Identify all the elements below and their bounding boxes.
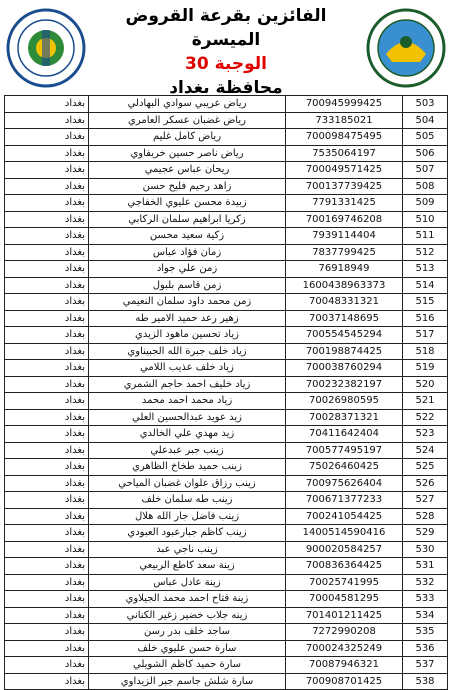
table-row (5, 657, 448, 674)
governorate-cell: بغداد (5, 607, 89, 624)
phone-cell: 700241054425 (286, 508, 403, 525)
seq-cell: 509 (403, 195, 448, 212)
seq-cell: 537 (403, 657, 448, 674)
seq-cell: 527 (403, 492, 448, 509)
governorate-cell: بغداد (5, 178, 89, 195)
name-cell: زمن محمد داود سلمان النعيمي (89, 294, 286, 311)
name-cell: زياد خلف عذيب اللامي (89, 360, 286, 377)
table-row (5, 145, 448, 162)
table-row (5, 492, 448, 509)
governorate-cell: بغداد (5, 475, 89, 492)
seq-cell: 503 (403, 96, 448, 113)
governorate-cell: بغداد (5, 591, 89, 608)
table-row (5, 442, 448, 459)
phone-cell: 700049571425 (286, 162, 403, 179)
governorate-cell: بغداد (5, 459, 89, 476)
table-row (5, 475, 448, 492)
governorate-cell: بغداد (5, 162, 89, 179)
phone-cell: 700024325249 (286, 640, 403, 657)
document-header (0, 0, 452, 98)
phone-cell: 733185021 (286, 112, 403, 129)
governorate-cell: بغداد (5, 426, 89, 443)
name-cell: زياد خلف جبرة الله الجبيناوي (89, 343, 286, 360)
name-cell: زيد عويد عبدالحسين العلي (89, 409, 286, 426)
phone-cell: 700908701425 (286, 673, 403, 690)
phone-cell: 700836364425 (286, 558, 403, 575)
table-row (5, 574, 448, 591)
seq-cell: 534 (403, 607, 448, 624)
phone-cell: 700577495197 (286, 442, 403, 459)
table-row (5, 525, 448, 542)
governorate-cell: بغداد (5, 393, 89, 410)
governorate-cell: بغداد (5, 624, 89, 641)
phone-cell: 70048331321 (286, 294, 403, 311)
table-row (5, 393, 448, 410)
table-row (5, 294, 448, 311)
governorate-cell: بغداد (5, 376, 89, 393)
phone-cell: 70411642404 (286, 426, 403, 443)
name-cell: زمان فؤاد عباس (89, 244, 286, 261)
seq-cell: 525 (403, 459, 448, 476)
name-cell: زينة سعد كاطع الربيعي (89, 558, 286, 575)
governorate-cell: بغداد (5, 360, 89, 377)
phone-cell: 700554545294 (286, 327, 403, 344)
table-row (5, 261, 448, 278)
name-cell: زينب رزاق علوان غضبان المياحي (89, 475, 286, 492)
table-row (5, 426, 448, 443)
table-row (5, 244, 448, 261)
seq-cell: 536 (403, 640, 448, 657)
table-row (5, 624, 448, 641)
name-cell: ريحان عباس عجيمي (89, 162, 286, 179)
table-row (5, 162, 448, 179)
name-cell: زينب جبر عبدعلي (89, 442, 286, 459)
phone-cell: 1400514590416 (286, 525, 403, 542)
governorate-cell: بغداد (5, 492, 89, 509)
governorate-cell: بغداد (5, 657, 89, 674)
department-logo (366, 8, 446, 88)
seq-cell: 505 (403, 129, 448, 146)
phone-cell: 70037148695 (286, 310, 403, 327)
batch-label: الوجبة 30 (185, 54, 267, 74)
governorate-cell: بغداد (5, 195, 89, 212)
phone-cell: 1600438963373 (286, 277, 403, 294)
seq-cell: 515 (403, 294, 448, 311)
name-cell: زبيدة محسن عليوي الخفاجي (89, 195, 286, 212)
name-cell: زينب فاضل جار الله هلال (89, 508, 286, 525)
table-row (5, 360, 448, 377)
phone-cell: 70025741995 (286, 574, 403, 591)
seq-cell: 526 (403, 475, 448, 492)
phone-cell: 76918949 (286, 261, 403, 278)
seq-cell: 504 (403, 112, 448, 129)
governorate-cell: بغداد (5, 343, 89, 360)
seq-cell: 519 (403, 360, 448, 377)
phone-cell: 7939114404 (286, 228, 403, 245)
seq-cell: 523 (403, 426, 448, 443)
seq-cell: 518 (403, 343, 448, 360)
phone-cell: 700945999425 (286, 96, 403, 113)
phone-cell: 700232382197 (286, 376, 403, 393)
governorate-cell: بغداد (5, 409, 89, 426)
seq-cell: 513 (403, 261, 448, 278)
phone-cell: 70004581295 (286, 591, 403, 608)
table-row (5, 277, 448, 294)
phone-cell: 75026460425 (286, 459, 403, 476)
phone-cell: 701401211425 (286, 607, 403, 624)
name-cell: سارة حسن عليوي خلف (89, 640, 286, 657)
name-cell: زينب حميد طخاخ الظاهري (89, 459, 286, 476)
seq-cell: 512 (403, 244, 448, 261)
governorate-cell: بغداد (5, 558, 89, 575)
seq-cell: 516 (403, 310, 448, 327)
name-cell: زكية سعيد محسن (89, 228, 286, 245)
phone-cell: 70087946321 (286, 657, 403, 674)
governorate-cell: بغداد (5, 541, 89, 558)
seq-cell: 521 (403, 393, 448, 410)
governorate-cell: بغداد (5, 640, 89, 657)
phone-cell: 7535064197 (286, 145, 403, 162)
phone-cell: 700137739425 (286, 178, 403, 195)
seq-cell: 532 (403, 574, 448, 591)
governorate-cell: بغداد (5, 112, 89, 129)
governorate-cell: بغداد (5, 277, 89, 294)
table-row (5, 195, 448, 212)
seq-cell: 520 (403, 376, 448, 393)
phone-cell: 70026980595 (286, 393, 403, 410)
name-cell: زهير رعد حميد الامير طه (89, 310, 286, 327)
seq-cell: 508 (403, 178, 448, 195)
seq-cell: 522 (403, 409, 448, 426)
name-cell: زياد تحسين ماهود الزيدي (89, 327, 286, 344)
governorate-cell: بغداد (5, 261, 89, 278)
seq-cell: 535 (403, 624, 448, 641)
governorate-cell: بغداد (5, 673, 89, 690)
name-cell: رياض عريبي سوادي البهادلي (89, 96, 286, 113)
seq-cell: 507 (403, 162, 448, 179)
seq-cell: 514 (403, 277, 448, 294)
name-cell: ساجد خلف بدر رسن (89, 624, 286, 641)
phone-cell: 70028371321 (286, 409, 403, 426)
phone-cell: 700169746208 (286, 211, 403, 228)
table-row (5, 508, 448, 525)
governorate-cell: بغداد (5, 327, 89, 344)
name-cell: زاهد رحيم فليح حسن (89, 178, 286, 195)
name-cell: رياض ناصر حسين خريفاوي (89, 145, 286, 162)
governorate-label: محافظة بغداد (169, 78, 283, 98)
seq-cell: 510 (403, 211, 448, 228)
governorate-cell: بغداد (5, 294, 89, 311)
name-cell: سارة حميد كاظم الشويلي (89, 657, 286, 674)
table-row (5, 607, 448, 624)
seq-cell: 511 (403, 228, 448, 245)
phone-cell: 700671377233 (286, 492, 403, 509)
name-cell: زينب ناجي عبد (89, 541, 286, 558)
name-cell: زمن قاسم بلبول (89, 277, 286, 294)
seq-cell: 524 (403, 442, 448, 459)
governorate-cell: بغداد (5, 145, 89, 162)
governorate-cell: بغداد (5, 96, 89, 113)
table-row (5, 343, 448, 360)
table-row (5, 96, 448, 113)
table-row (5, 376, 448, 393)
page-title: الفائزين بقرعة القروض الميسرة (125, 6, 327, 50)
governorate-cell: بغداد (5, 211, 89, 228)
seq-cell: 506 (403, 145, 448, 162)
table-row (5, 409, 448, 426)
seq-cell: 529 (403, 525, 448, 542)
governorate-cell: بغداد (5, 244, 89, 261)
seq-cell: 531 (403, 558, 448, 575)
governorate-cell: بغداد (5, 508, 89, 525)
table-row (5, 640, 448, 657)
seq-cell: 533 (403, 591, 448, 608)
table-row (5, 327, 448, 344)
table-row (5, 112, 448, 129)
table-row (5, 178, 448, 195)
name-cell: زمن علي جواد (89, 261, 286, 278)
governorate-cell: بغداد (5, 574, 89, 591)
table-row (5, 211, 448, 228)
table-row (5, 459, 448, 476)
phone-cell: 700198874425 (286, 343, 403, 360)
phone-cell: 7272990208 (286, 624, 403, 641)
name-cell: زينة عادل عباس (89, 574, 286, 591)
name-cell: زياد خليف احمد حاجم الشمري (89, 376, 286, 393)
name-cell: زينب كاظم جبارعبود العبودي (89, 525, 286, 542)
name-cell: زينب طه سلمان خلف (89, 492, 286, 509)
name-cell: زينه جلاب خضير زغير الكناني (89, 607, 286, 624)
name-cell: رياض غضبان عسكر العامري (89, 112, 286, 129)
name-cell: رياض كامل غليم (89, 129, 286, 146)
table-row (5, 228, 448, 245)
table-row (5, 129, 448, 146)
governorate-cell: بغداد (5, 525, 89, 542)
table-row (5, 591, 448, 608)
table-row (5, 541, 448, 558)
table-row (5, 310, 448, 327)
seq-cell: 538 (403, 673, 448, 690)
governorate-cell: بغداد (5, 228, 89, 245)
name-cell: زكريا ابراهيم سلمان الركابي (89, 211, 286, 228)
governorate-cell: بغداد (5, 129, 89, 146)
winners-table (4, 95, 448, 690)
phone-cell: 700038760294 (286, 360, 403, 377)
directorate-logo (6, 8, 86, 88)
phone-cell: 900020584257 (286, 541, 403, 558)
phone-cell: 7837799425 (286, 244, 403, 261)
seq-cell: 517 (403, 327, 448, 344)
phone-cell: 700975626404 (286, 475, 403, 492)
seq-cell: 530 (403, 541, 448, 558)
governorate-cell: بغداد (5, 310, 89, 327)
table-row (5, 673, 448, 690)
name-cell: زيد مهدي علي الخالدي (89, 426, 286, 443)
seq-cell: 528 (403, 508, 448, 525)
name-cell: زياد محمد احمد محمد (89, 393, 286, 410)
phone-cell: 700098475495 (286, 129, 403, 146)
governorate-cell: بغداد (5, 442, 89, 459)
name-cell: زينة فتاح احمد محمد الجيلاوي (89, 591, 286, 608)
name-cell: سارة شلش جاسم جبر الزيداوي (89, 673, 286, 690)
table-row (5, 558, 448, 575)
phone-cell: 7791331425 (286, 195, 403, 212)
